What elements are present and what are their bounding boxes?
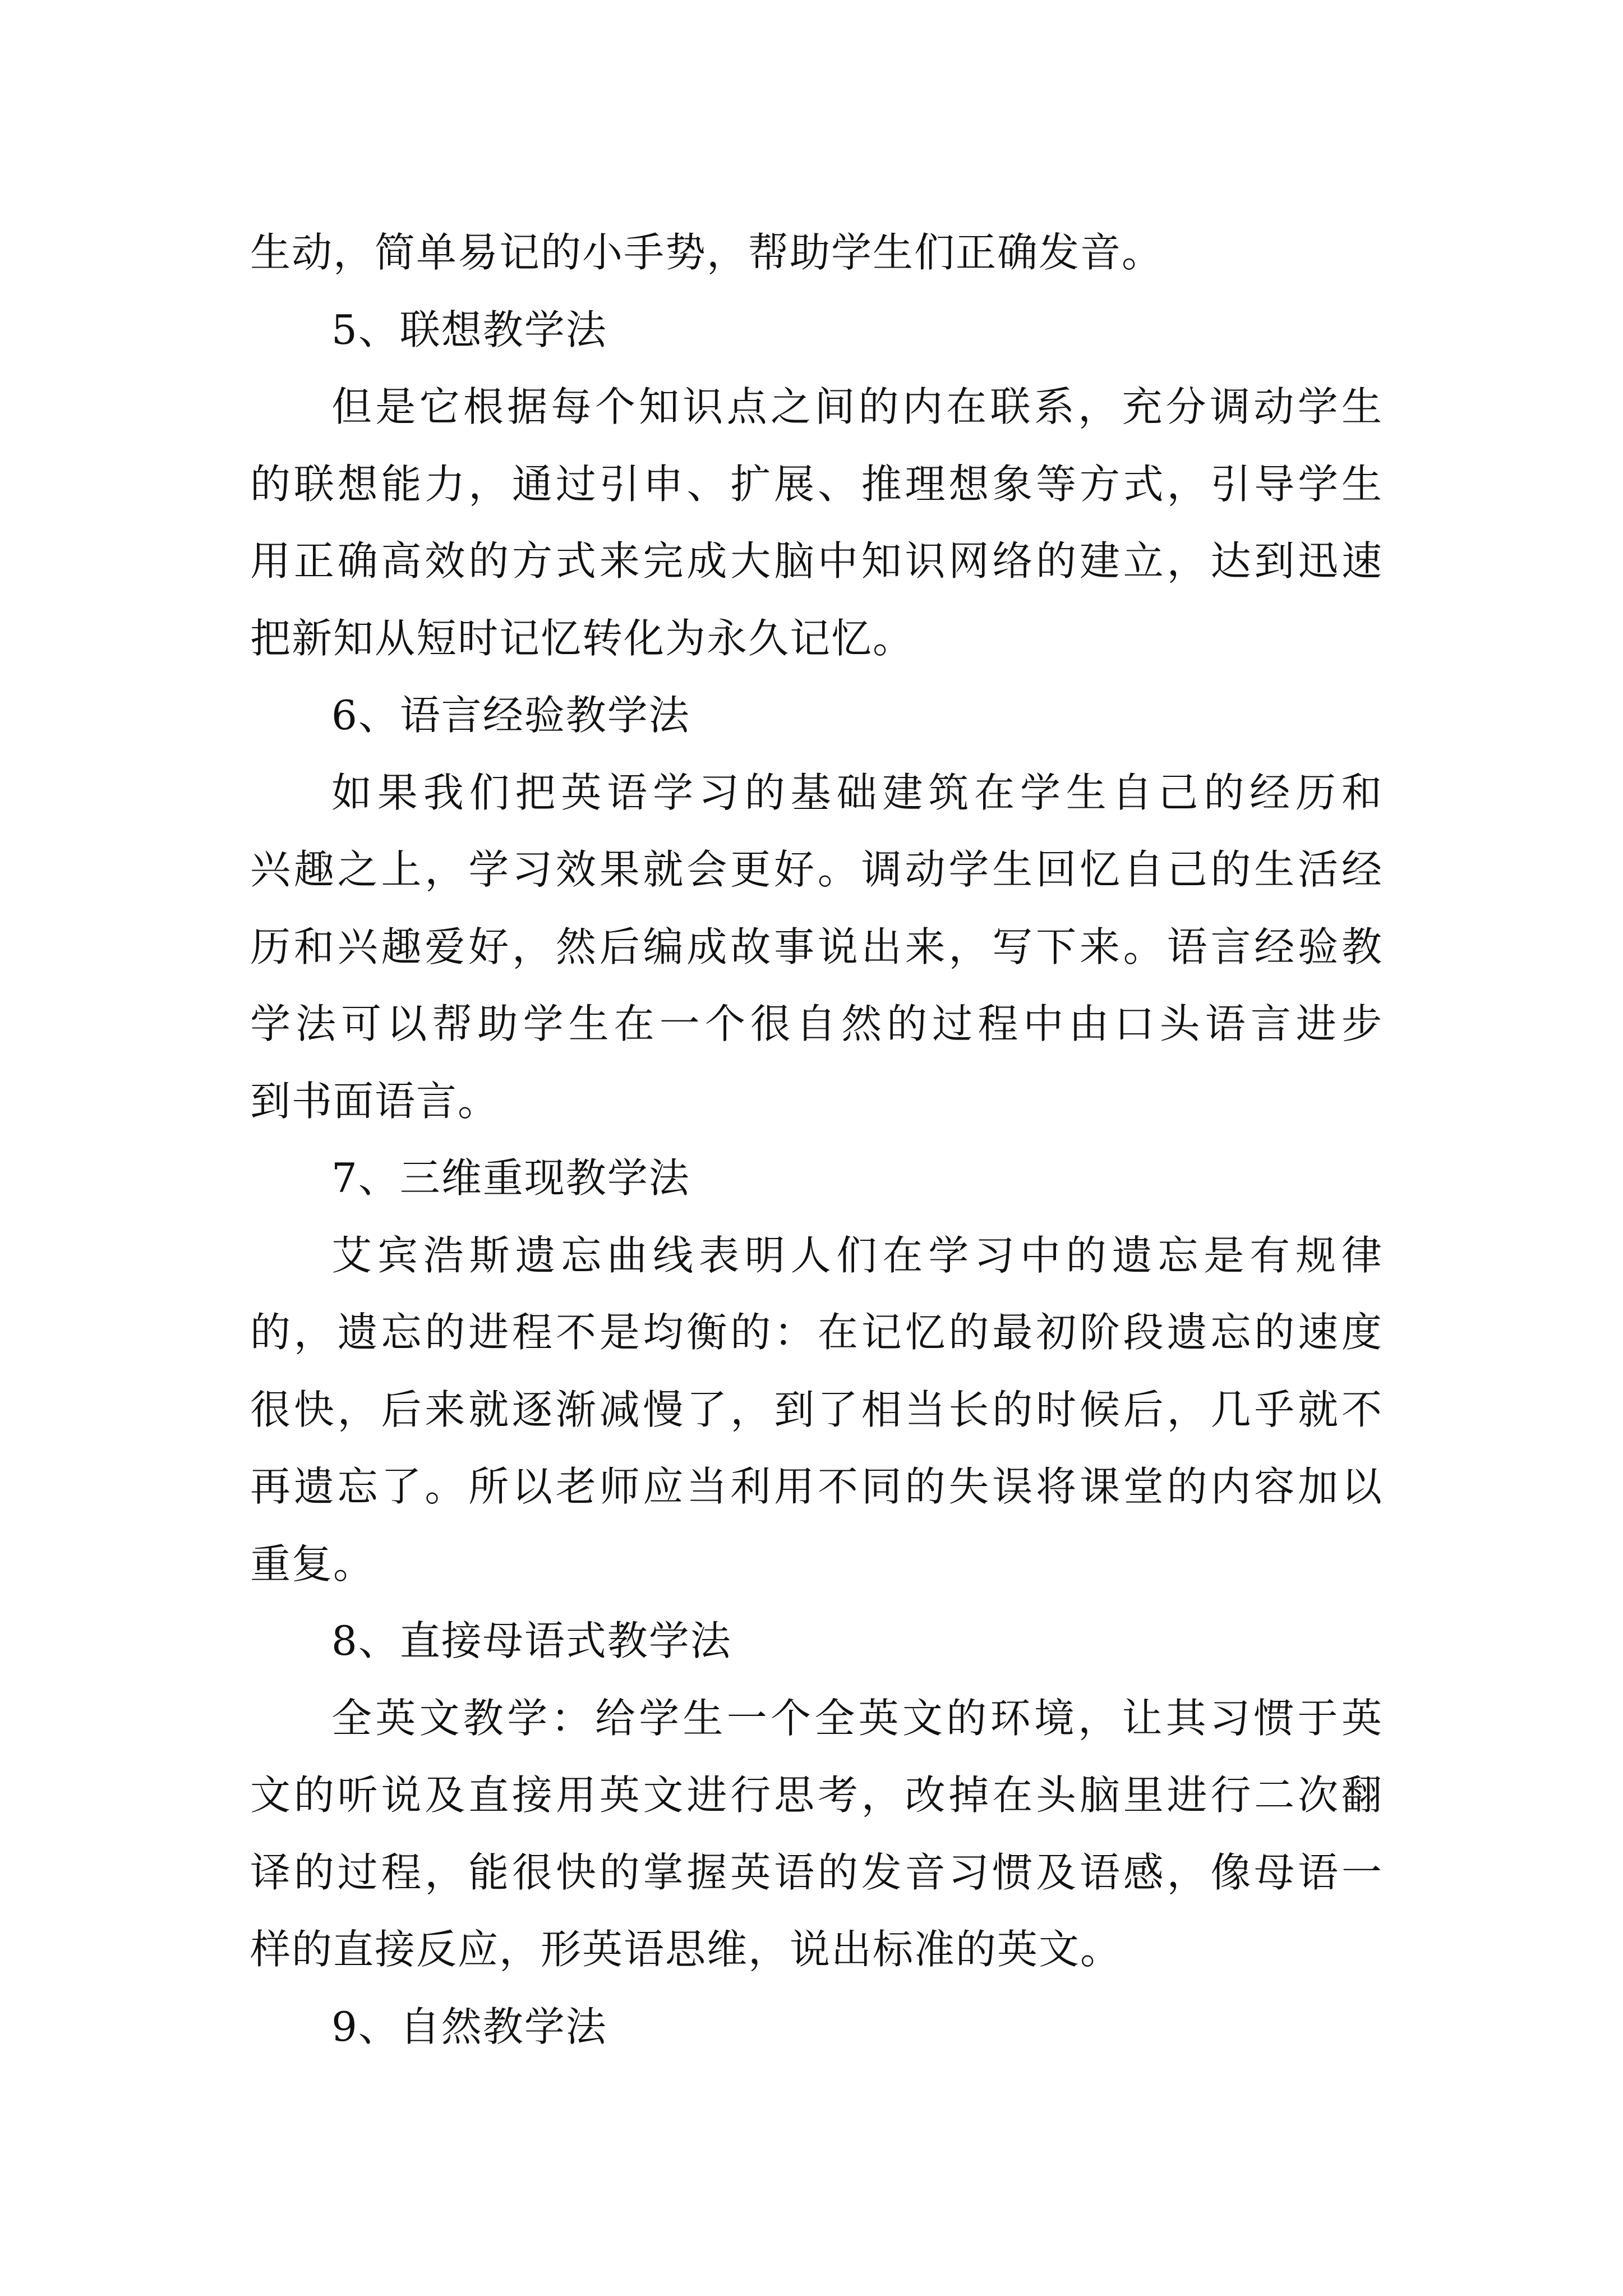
paragraph-line: 把新知从短时记忆转化为永久记忆。	[250, 614, 915, 662]
paragraph-line: 学法可以帮助学生在一个很自然的过程中由口头语言进步	[250, 1000, 1383, 1047]
paragraph-line: 译的过程，能很快的掌握英语的发音习惯及语感，像母语一	[250, 1848, 1383, 1896]
heading-text: 5、联想教学法	[331, 306, 607, 353]
paragraph-line: 如果我们把英语学习的基础建筑在学生自己的经历和	[331, 769, 1383, 816]
paragraph-line: 样的直接反应，形英语思维，说出标准的英文。	[250, 1926, 1122, 1973]
paragraph-line: 用正确高效的方式来完成大脑中知识网络的建立，达到迅速	[250, 537, 1383, 585]
paragraph	[250, 1217, 1383, 1603]
paragraph	[250, 1680, 1383, 1989]
paragraph-line: 很快，后来就逐渐减慢了，到了相当长的时候后，几乎就不	[250, 1386, 1383, 1433]
paragraph-line: 兴趣之上，学习效果就会更好。调动学生回忆自己的生活经	[250, 846, 1383, 893]
section-heading	[250, 1989, 1383, 2066]
section-heading	[250, 1603, 1383, 1680]
paragraph-line: 文的听说及直接用英文进行思考，改掉在头脑里进行二次翻	[250, 1772, 1383, 1819]
paragraph-line: 重复。	[250, 1540, 375, 1588]
section-heading	[250, 292, 1383, 369]
paragraph-line: 但是它根据每个知识点之间的内在联系，充分调动学生	[331, 383, 1383, 430]
heading-text: 6、语言经验教学法	[331, 692, 690, 739]
section-heading	[250, 677, 1383, 754]
paragraph	[250, 369, 1383, 677]
paragraph-line: 全英文教学：给学生一个全英文的环境，让其习惯于英	[331, 1694, 1383, 1742]
heading-text: 7、三维重现教学法	[331, 1154, 690, 1202]
paragraph-line: 历和兴趣爱好，然后编成故事说出来，写下来。语言经验教	[250, 923, 1383, 970]
paragraph-line: 的联想能力，通过引申、扩展、推理想象等方式，引导学生	[250, 460, 1383, 508]
paragraph-line: 的，遗忘的进程不是均衡的：在记忆的最初阶段遗忘的速度	[250, 1309, 1383, 1356]
document-body	[250, 214, 1383, 2065]
paragraph-line: 生动，简单易记的小手势，帮助学生们正确发音。	[250, 229, 1164, 276]
heading-text: 8、直接母语式教学法	[331, 1617, 732, 1664]
paragraph-line: 到书面语言。	[250, 1077, 500, 1125]
paragraph	[250, 214, 1383, 292]
paragraph-line: 艾宾浩斯遗忘曲线表明人们在学习中的遗忘是有规律	[331, 1231, 1383, 1279]
paragraph	[250, 754, 1383, 1140]
paragraph-line: 再遗忘了。所以老师应当利用不同的失误将课堂的内容加以	[250, 1463, 1383, 1510]
section-heading	[250, 1140, 1383, 1217]
heading-text: 9、自然教学法	[331, 2003, 607, 2050]
